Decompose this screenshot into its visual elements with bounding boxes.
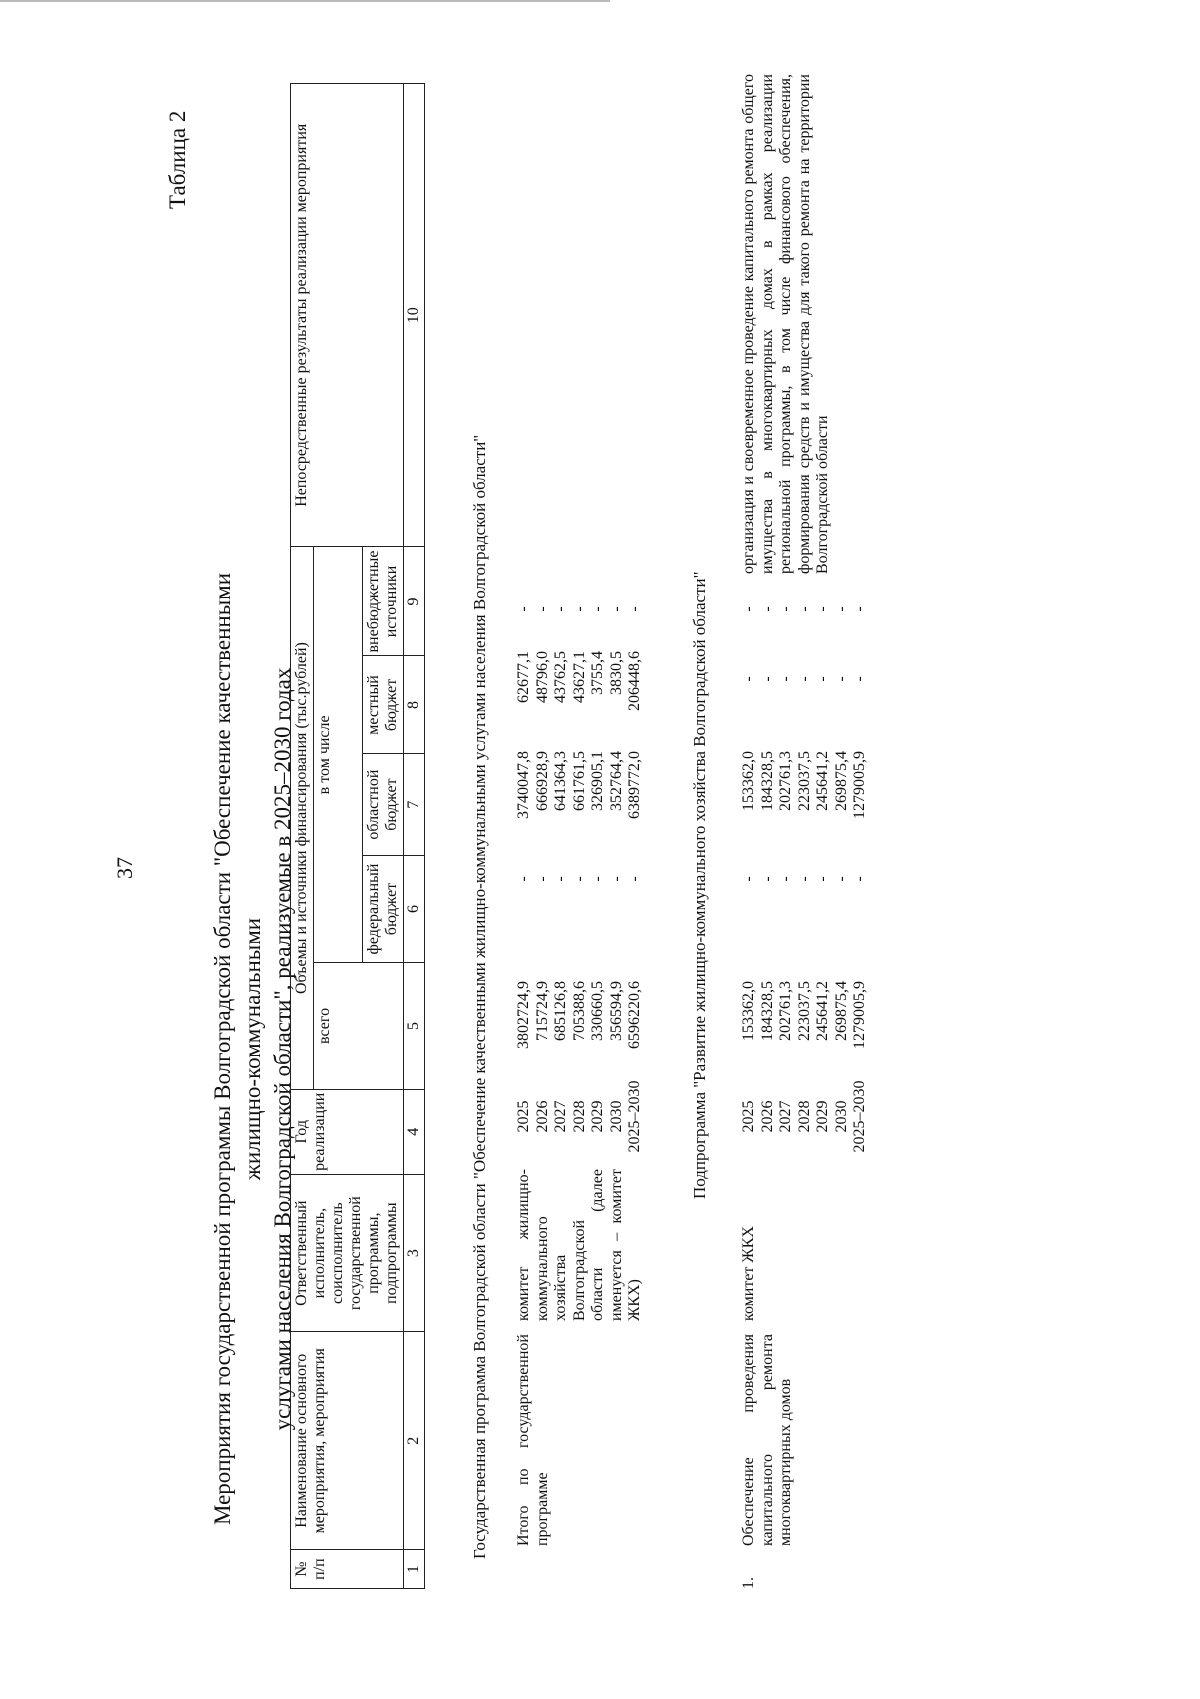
- section1-local: [515, 651, 645, 739]
- section1-executor: комитет жилищно-коммунального хозяйства Волгоградской области (далее именуется – комитет ЖКХ): [515, 1169, 643, 1321]
- s2-federal: -: [832, 876, 850, 882]
- s1-local: 43762,5: [552, 651, 569, 703]
- s2-year: 2025–2030: [851, 1080, 868, 1153]
- s2-federal: -: [795, 876, 813, 882]
- header-extrabudget: внебюджетные источники: [363, 547, 404, 656]
- s1-extrabudget: -: [533, 606, 551, 612]
- section1-total: [515, 981, 645, 1077]
- s2-regional: 269875,4: [832, 751, 850, 811]
- s2-total: 245641,2: [814, 981, 831, 1041]
- s1-extrabudget: -: [607, 606, 625, 612]
- s1-regional: 352764,4: [607, 751, 625, 811]
- s1-total: 3802724,9: [515, 981, 532, 1049]
- s1-extrabudget: -: [515, 606, 532, 612]
- header-local: местный бюджет: [363, 656, 404, 754]
- section2-years: [740, 1069, 870, 1164]
- header-num-2: 2: [404, 1332, 425, 1550]
- s2-federal: -: [851, 876, 868, 882]
- s2-year: 2025: [740, 1100, 757, 1133]
- s2-total: 184328,5: [758, 981, 776, 1041]
- s2-federal: -: [777, 876, 794, 882]
- section2-name: Обеспечение проведения капитального ремонта многоквартирных домов: [740, 1334, 794, 1546]
- header-year: Год реализации: [291, 1089, 404, 1174]
- header-results: Непосредственные результаты реализации мероприятия: [291, 84, 404, 548]
- section1-name: Итого по государственной программе: [515, 1334, 551, 1546]
- s2-extrabudget: -: [832, 606, 850, 612]
- s1-regional: 326905,1: [589, 751, 606, 811]
- s1-local: 48796,0: [533, 651, 551, 703]
- s2-local: -: [758, 676, 776, 682]
- header-executor: Ответственный исполнитель, соисполнитель государственной программы, подпрограммы: [291, 1174, 404, 1332]
- s2-total: 1279005,9: [851, 981, 868, 1049]
- s1-local: 3830,5: [607, 651, 625, 695]
- s2-total: 223037,5: [795, 981, 813, 1041]
- section2-regional: [740, 751, 870, 841]
- s2-extrabudget: -: [851, 606, 868, 612]
- s1-regional: 3740047,8: [515, 751, 532, 819]
- s1-regional: 641364,3: [552, 751, 569, 811]
- s1-extrabudget: -: [570, 606, 588, 612]
- header-funding: Объемы и источники финансирования (тыс.рублей): [291, 547, 314, 1089]
- s2-total: 269875,4: [832, 981, 850, 1041]
- s1-total: 356594,9: [607, 981, 625, 1041]
- s1-year: 2026: [533, 1100, 551, 1133]
- header-num-6: 6: [404, 855, 425, 962]
- s1-regional: 6389772,0: [626, 751, 643, 819]
- s2-local: -: [740, 676, 757, 682]
- header-name: Наименование основного мероприятия, мероприятия: [291, 1332, 404, 1550]
- section2-heading: Подпрограмма "Развитие жилищно-коммунального хозяйства Волгоградской области": [690, 571, 709, 1199]
- header-num-10: 10: [404, 84, 425, 548]
- s1-regional: 666928,9: [533, 751, 551, 811]
- section2-total: [740, 981, 870, 1077]
- s1-federal: -: [552, 876, 569, 882]
- s2-extrabudget: -: [740, 606, 757, 612]
- header-total: всего: [314, 963, 404, 1089]
- section2-num: 1.: [740, 1577, 757, 1589]
- s2-local: -: [777, 676, 794, 682]
- header-num-5: 5: [404, 963, 425, 1089]
- s1-federal: -: [626, 876, 643, 882]
- header-num-4: 4: [404, 1089, 425, 1174]
- section2-executor: комитет ЖКХ: [740, 1226, 757, 1321]
- s1-regional: 661761,5: [570, 751, 588, 811]
- s2-federal: -: [740, 876, 757, 882]
- s1-year: 2027: [552, 1100, 569, 1133]
- s2-year: 2029: [814, 1100, 831, 1133]
- page-number: 37: [112, 857, 137, 879]
- section2-result: организация и своевременное проведение капитального ремонта общего имущества в многоквартирных домах в рамках реализации региональной программы, в том числе финансового обеспечения, формирования средств и имущества для такого ремонта на территории Волгоградской области: [740, 74, 831, 574]
- section2-extrabudget: [740, 579, 870, 639]
- s2-year: 2026: [758, 1100, 776, 1133]
- s1-total: 6596220,6: [626, 981, 643, 1049]
- s1-local: 3755,4: [589, 651, 606, 695]
- header-federal: федеральный бюджет: [363, 855, 404, 962]
- title-line-2: услугами населения Волгоградской области", реализуемые в 2025–2030 годах: [270, 667, 295, 1431]
- s1-federal: -: [589, 876, 606, 882]
- s1-extrabudget: -: [626, 606, 643, 612]
- table-header: [290, 83, 425, 1589]
- s1-federal: -: [533, 876, 551, 882]
- s1-total: 330660,5: [589, 981, 606, 1041]
- s2-total: 202761,3: [777, 981, 794, 1041]
- header-num: № п/п: [291, 1550, 404, 1589]
- s2-local: -: [851, 676, 868, 682]
- s2-extrabudget: -: [795, 606, 813, 612]
- s1-year: 2028: [570, 1100, 588, 1133]
- section1-federal: [515, 849, 645, 909]
- section1-heading: Государственная программа Волгоградской области "Обеспечение качественными жилищно-коммунальными услугами населения Волгоградской области": [470, 434, 489, 1559]
- section1-regional: [515, 751, 645, 841]
- header-regional: областной бюджет: [363, 754, 404, 855]
- s2-regional: 245641,2: [814, 751, 831, 811]
- header-num-1: 1: [404, 1550, 425, 1589]
- s2-local: -: [832, 676, 850, 682]
- title-line-1: Мероприятия государственной программы Волгоградской области "Обеспечение качественными жилищно-коммунальными: [210, 572, 265, 1526]
- s2-total: 153362,0: [740, 981, 757, 1041]
- header-num-3: 3: [404, 1174, 425, 1332]
- s2-regional: 184328,5: [758, 751, 776, 811]
- s1-local: 206448,6: [626, 651, 643, 711]
- section1-years: [515, 1069, 645, 1164]
- s1-federal: -: [570, 876, 588, 882]
- s2-year: 2030: [832, 1100, 850, 1133]
- s1-total: 705388,6: [570, 981, 588, 1041]
- s1-extrabudget: -: [552, 606, 569, 612]
- table-label: Таблица 2: [165, 110, 190, 209]
- s2-regional: 223037,5: [795, 751, 813, 811]
- s1-year: 2029: [589, 1100, 606, 1133]
- s2-regional: 153362,0: [740, 751, 757, 811]
- s1-local: 43627,1: [570, 651, 588, 703]
- s1-year: 2025: [515, 1100, 532, 1133]
- s2-local: -: [814, 676, 831, 682]
- s2-local: -: [795, 676, 813, 682]
- s1-extrabudget: -: [589, 606, 606, 612]
- header-num-8: 8: [404, 656, 425, 754]
- s2-federal: -: [758, 876, 776, 882]
- s2-extrabudget: -: [814, 606, 831, 612]
- s1-federal: -: [515, 876, 532, 882]
- s1-total: 715724,9: [533, 981, 551, 1041]
- s2-regional: 202761,3: [777, 751, 794, 811]
- s1-year: 2025–2030: [626, 1080, 643, 1153]
- s2-year: 2027: [777, 1100, 794, 1133]
- header-num-9: 9: [404, 547, 425, 656]
- section2-federal: [740, 849, 870, 909]
- document-title: [208, 549, 298, 1549]
- s2-year: 2028: [795, 1100, 813, 1133]
- header-including: в том числе: [314, 547, 363, 963]
- s1-total: 685126,8: [552, 981, 569, 1041]
- s2-federal: -: [814, 876, 831, 882]
- s2-extrabudget: -: [758, 606, 776, 612]
- s2-regional: 1279005,9: [851, 751, 868, 819]
- s1-year: 2030: [607, 1100, 625, 1133]
- section2-local: [740, 649, 870, 709]
- section1-extrabudget: [515, 579, 645, 639]
- s2-extrabudget: -: [777, 606, 794, 612]
- s1-local: 62677,1: [515, 651, 532, 703]
- header-num-7: 7: [404, 754, 425, 855]
- s1-federal: -: [607, 876, 625, 882]
